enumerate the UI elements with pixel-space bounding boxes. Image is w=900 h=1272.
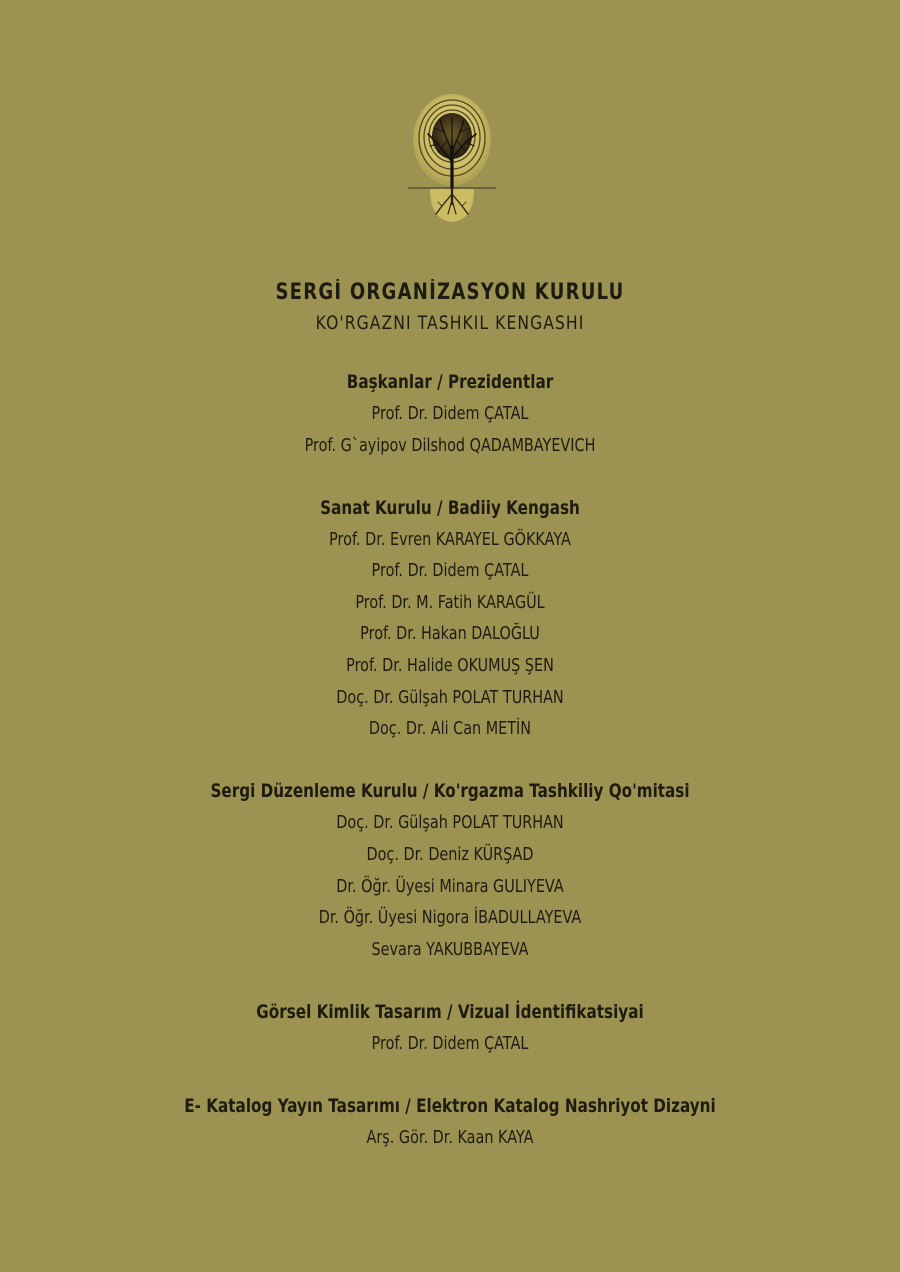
member-name: Dr. Öğr. Üyesi Nigora İBADULLAYEVA [318, 907, 582, 929]
section-art-board [90, 492, 810, 745]
committee-sections [90, 366, 810, 1184]
page-title: SERGİ ORGANİZASYON KURULU [275, 280, 625, 305]
section-presidents [90, 366, 810, 461]
section-catalog-design [90, 1090, 810, 1154]
section-title: Görsel Kimlik Tasarım / Vizual İdentifikatsiyai [256, 1000, 644, 1023]
member-name: Doç. Dr. Gülşah POLAT TURHAN [336, 812, 564, 834]
member-name: Prof. Dr. Didem ÇATAL [371, 403, 529, 424]
section-exhibition-committee [90, 775, 810, 965]
member-name: Prof. G`ayipov Dilshod QADAMBAYEVICH [304, 434, 596, 456]
section-title: Başkanlar / Prezidentlar [346, 371, 554, 393]
section-title: E- Katalog Yayın Tasarımı / Elektron Katalog Nashriyot Dizayni [184, 1094, 716, 1117]
member-name: Prof. Dr. Evren KARAYEL GÖKKAYA [329, 528, 571, 550]
member-name: Doç. Dr. Ali Can METİN [368, 718, 532, 740]
page-subtitle: KO'RGAZNI TASHKIL KENGASHI [315, 312, 585, 334]
tree-roots-logo-icon [408, 92, 496, 224]
section-visual-identity [90, 996, 810, 1060]
member-name: Prof. Dr. Didem ÇATAL [371, 560, 529, 582]
member-name: Prof. Dr. Didem ÇATAL [371, 1032, 529, 1054]
member-name: Prof. Dr. Hakan DALOĞLU [360, 623, 540, 645]
section-title: Sergi Düzenleme Kurulu / Ko'rgazma Tashkiliy Qo'mitasi [210, 780, 690, 803]
section-title: Sanat Kurulu / Badiiy Kengash [320, 496, 580, 519]
member-name: Prof. Dr. Halide OKUMUŞ ŞEN [346, 655, 554, 677]
member-name: Prof. Dr. M. Fatih KARAGÜL [355, 591, 545, 613]
member-name: Arş. Gör. Dr. Kaan KAYA [366, 1126, 534, 1148]
member-name: Sevara YAKUBBAYEVA [371, 938, 529, 960]
member-name: Doç. Dr. Gülşah POLAT TURHAN [336, 686, 564, 708]
member-name: Dr. Öğr. Üyesi Minara GULIYEVA [336, 875, 564, 897]
member-name: Doç. Dr. Deniz KÜRŞAD [366, 843, 534, 865]
